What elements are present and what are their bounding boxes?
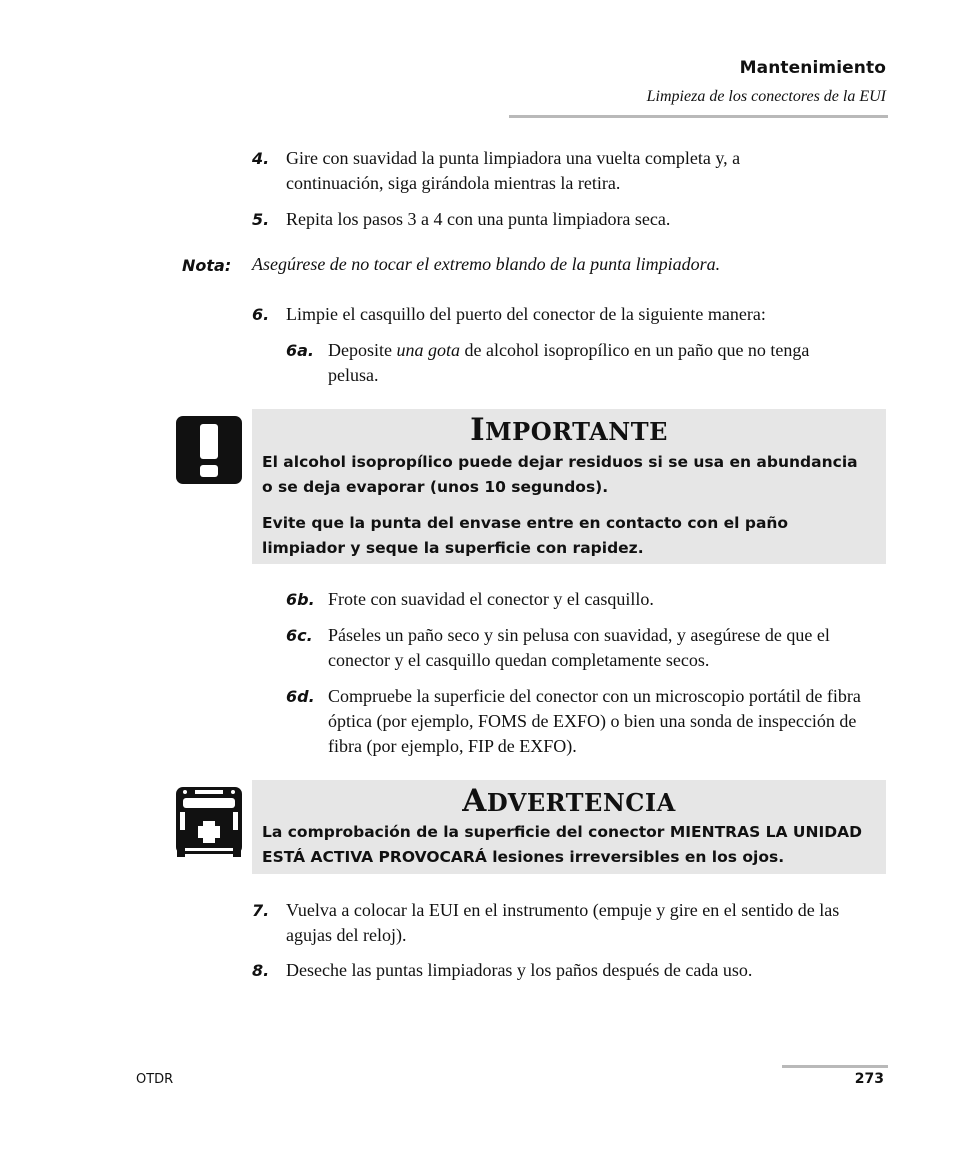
note-label: Nota: bbox=[182, 256, 232, 275]
warning-heading: ADVERTENCIA bbox=[462, 783, 676, 819]
step-number: 6. bbox=[252, 305, 270, 324]
running-header-title: Mantenimiento bbox=[739, 58, 886, 78]
step-number: 5. bbox=[252, 210, 270, 229]
step-4 bbox=[252, 146, 892, 196]
step-number: 7. bbox=[252, 901, 270, 920]
step-text: Repita los pasos 3 a 4 con una punta limpiadora seca. bbox=[286, 209, 671, 229]
exclamation-icon bbox=[175, 415, 243, 490]
step-text: Vuelva a colocar la EUI en el instrumento (empuje y gire en el sentido de las agujas del reloj). bbox=[286, 900, 840, 945]
substep-text: Deposite una gota de alcohol isopropílico en un paño que no tenga pelusa. bbox=[328, 340, 810, 385]
step-7 bbox=[252, 898, 892, 948]
step-5 bbox=[252, 207, 892, 232]
substep-number: 6d. bbox=[286, 687, 315, 706]
emphasis-text: una gota bbox=[396, 340, 460, 360]
substep-text: Compruebe la superficie del conector con un microscopio portátil de fibra óptica (por ejemplo, FOMS de EXFO) o bien una sonda de inspección de fibra (por ejemplo, FIP de EXFO). bbox=[328, 686, 861, 756]
step-number: 4. bbox=[252, 149, 270, 168]
important-heading: IMPORTANTE bbox=[470, 412, 668, 448]
substep-number: 6b. bbox=[286, 590, 315, 609]
note-text: Asegúrese de no tocar el extremo blando de la punta limpiadora. bbox=[252, 254, 721, 274]
step-text: Limpie el casquillo del puerto del conector de la siguiente manera: bbox=[286, 304, 766, 324]
important-paragraph: El alcohol isopropílico puede dejar residuos si se usa en abundancia o se deja evaporar (unos 10 segundos). bbox=[262, 453, 858, 496]
substep-number: 6a. bbox=[286, 341, 315, 360]
important-paragraph: Evite que la punta del envase entre en contacto con el paño limpiador y seque la superficie con rapidez. bbox=[262, 514, 789, 557]
running-header-subtitle: Limpieza de los conectores de la EUI bbox=[646, 88, 886, 105]
important-callout bbox=[252, 409, 886, 564]
footer-rule bbox=[782, 1065, 888, 1068]
step-text: Deseche las puntas limpiadoras y los paños después de cada uso. bbox=[286, 960, 753, 980]
substep-text: Frote con suavidad el conector y el casquillo. bbox=[328, 589, 654, 609]
substep-6b bbox=[286, 587, 896, 612]
substep-6c bbox=[286, 623, 896, 673]
step-6 bbox=[252, 302, 892, 327]
warning-paragraph: La comprobación de la superficie del conector MIENTRAS LA UNIDAD ESTÁ ACTIVA PROVOCARÁ lesiones irreversibles en los ojos. bbox=[262, 823, 862, 866]
header-rule bbox=[509, 115, 888, 118]
footer-product: OTDR bbox=[136, 1072, 174, 1087]
substep-text: Páseles un paño seco y sin pelusa con suavidad, y asegúrese de que el conector y el casquillo quedan completamente secos. bbox=[328, 625, 830, 670]
substep-number: 6c. bbox=[286, 626, 313, 645]
warning-callout bbox=[252, 780, 886, 874]
page-number: 273 bbox=[854, 1071, 884, 1087]
ambulance-icon bbox=[175, 786, 243, 863]
substep-6d bbox=[286, 684, 896, 759]
substep-6a bbox=[286, 338, 896, 388]
step-text: Gire con suavidad la punta limpiadora una vuelta completa y, a continuación, siga girándola mientras la retira. bbox=[286, 148, 741, 193]
step-number: 8. bbox=[252, 961, 270, 980]
step-8 bbox=[252, 958, 892, 983]
